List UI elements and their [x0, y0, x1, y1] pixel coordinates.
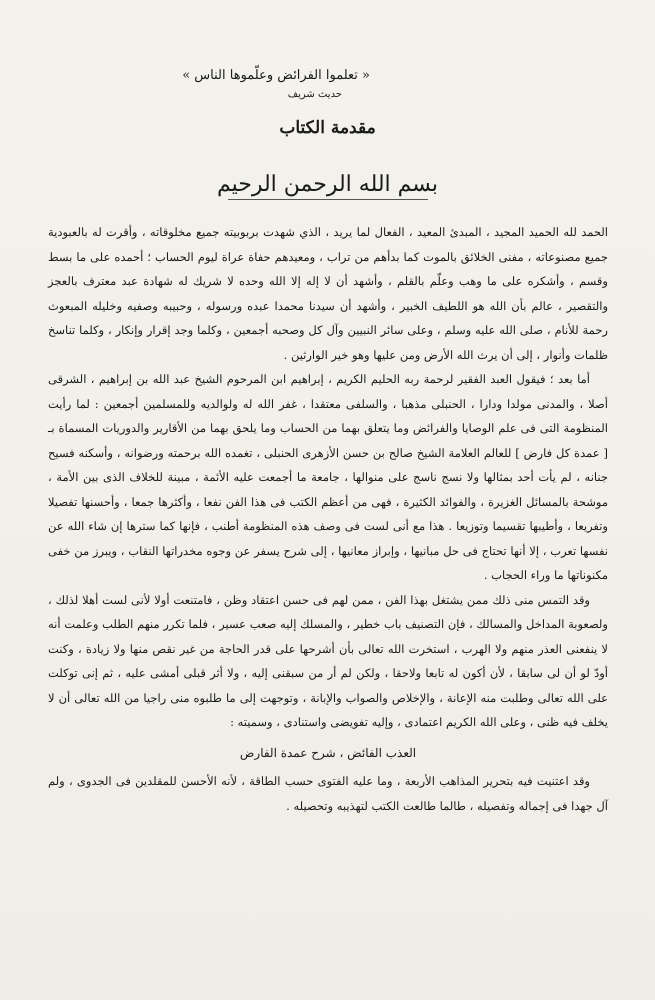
- paragraph-request: وقد التمس منى ذلك ممن يشتغل بهذا الفن ، ممن لهم فى حسن اعتقاد وظن ، فامتنعت أولا لأنى لست أهلا لذلك ، ولصعوبة المداخل والمسالك ، فإن التصنيف باب خطير ، والمسلك إليه صعب عسير ، فلما تكرر منهم الطلب وعلمت أنه لا ينفعنى العذر منهم ولا الهرب ، استخرت الله تعالى بأن أشرحها على قدر الحاجة من غير نقص منها ولا زيادة ، وكنت أودّ لو أن لى سابقا ، لأن أكون له تابعا ولاحقا ، ولكن لم أر من سبقنى إليه ، ولا أثر قبلى أمشى عليه ، ثم إنى توكلت على الله تعالى وطلبت منه الإعانة ، والإخلاص والصواب والإبانة ، وتوجهت إلى ما طلبوه منى راجيا من الله تعالى أن لا يخلف فيه ظنى ، وعلى الله الكريم اعتمادى ، وإليه تفويضى واستنادى ، وسميته :: [48, 592, 608, 729]
- paragraph-intro: أما بعد ؛ فيقول العبد الفقير لرحمة ربه الحليم الكريم ، إبراهيم ابن المرحوم الشيخ عبد الله بن إبراهيم ، الشرقى أصلا ، والمدنى مولدا ودارا ، الحنبلى مذهبا ، والسلفى معتقدا ، غفر الله له ولوالديه وللمسلمين أجمعين : لما رأيت المنظومة التى فى علم الوصايا والفرائض وما يتعلق بهما من الحساب وما يلحق بهما من الأقارير والدوريات المسماة بـ [ عمدة كل فارض ] للعالم العلامة الشيخ صالح بن حسن الأزهرى الحنبلى ، تغمده الله برحمته ورضوانه ، وأسكنه فسيح جنانه ، لم يأت أحد بمثالها ولا نسج ناسج على منوالها ، جامعة ما أجمعت عليه الأئمة ، مبينة للخلاف الذى بين الأمة ، موشحة بالمسائل الغزيرة ، والفوائد الكثيرة ، فهى من أعظم الكتب فى هذا الفن نفعا ، وأكثرها جمعا ، وأحسنها تفصيلا وتفريعا ، وأطيبها تقسيما وتوزيعا . هذا مع أنى لست فى وصف هذه المنظومة أطنب ، فإنها كما سترها إن شاء الله عن نفسها تعرب ، إلا أنها تحتاج فى حل مبانيها ، وإبراز معانيها ، إلى شرح يسفر عن وجوه مخدراتها النقاب ، ويبرز من خفى مكنوناتها ما وراء الحجاب .: [48, 372, 608, 582]
- epigraph-source: حديث شريف: [287, 89, 342, 100]
- body-text: [48, 220, 608, 818]
- epigraph: [120, 68, 370, 100]
- book-title-line: العذب الفائض ، شرح عمدة الفارض: [239, 745, 417, 760]
- basmala: [0, 172, 655, 200]
- basmala-text: بسم الله الرحمن الرحيم: [216, 172, 439, 197]
- epigraph-quote: « تعلموا الفرائض وعلّموها الناس »: [182, 68, 370, 83]
- basmala-divider: [228, 199, 428, 200]
- paragraph-praise: الحمد لله الحميد المجيد ، المبدئ المعيد ، الفعال لما يريد ، الذي شهدت بربوبيته جميع مخلوقاته ، وأقرت له بالعبودية جميع مصنوعاته ، مفنى الخلائق بالموت كما بدأهم من تراب ، ومعيدهم حفاة عراة ليوم الحساب ؛ أحمده على ما بسط وقسم ، وأشكره على ما وهب وعلّم بالقلم ، وأشهد أن لا إله إلا الله وحده لا شريك له شهادة عبد معترف بالعجز والتقصير ، عالم بأن الله هو اللطيف الخبير ، وأشهد أن سيدنا محمدا عبده ورسوله ، وحبيبه وصفيه وخليله المبعوث رحمة للأنام ، صلى الله عليه وسلم ، وعلى سائر النبيين وآل كل وصحبه أجمعين ، وكلما وجد إقرار وإنكار ، وكلما تناسخ ظلمات وأنوار ، إلى أن يرث الله الأرض ومن عليها وهو خير الوارثين .: [48, 225, 608, 362]
- paragraph-closing: وقد اعتنيت فيه بتحرير المذاهب الأربعة ، وما عليه الفتوى حسب الطاقة ، لأنه الأحسن للمقلدين فى الجدوى ، ولم آل جهدا فى إجماله وتفصيله ، طالما طالعت الكتب لتهذيبه وتحصيله .: [48, 774, 608, 813]
- section-title: مقدمة الكتاب: [279, 118, 376, 138]
